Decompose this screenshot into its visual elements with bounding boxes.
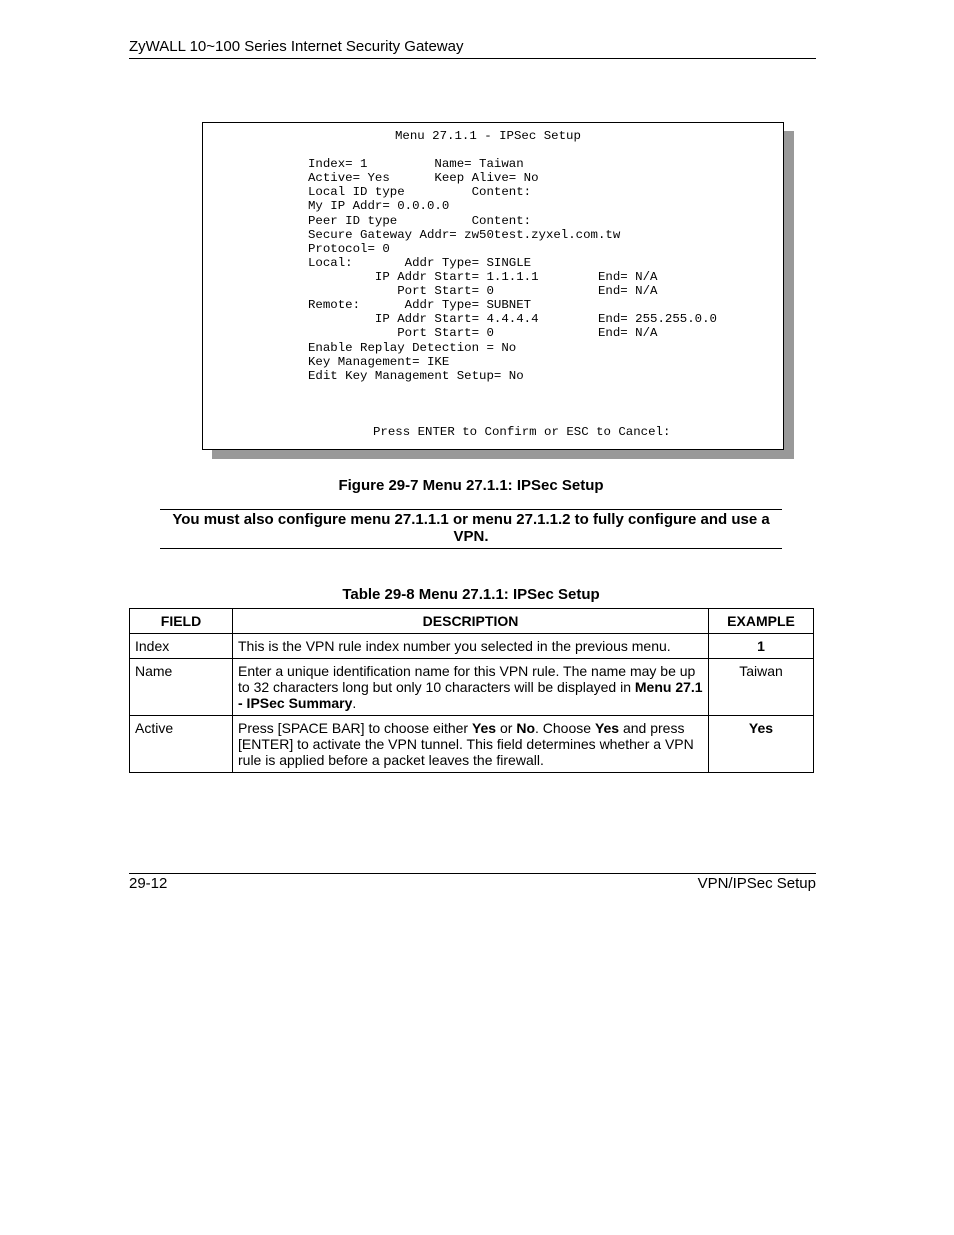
table-row (130, 659, 814, 716)
terminal-line: Index= 1 Name= Taiwan (308, 157, 524, 171)
note-top-rule (160, 509, 782, 510)
field-cell: Name (130, 659, 233, 716)
figure-caption: Figure 29-7 Menu 27.1.1: IPSec Setup (338, 477, 604, 494)
header-field: FIELD (130, 609, 233, 634)
description-bold-text: Yes (594, 720, 620, 736)
example-cell: Taiwan (709, 659, 814, 716)
terminal-line: Port Start= 0 End= N/A (308, 326, 658, 340)
running-header: ZyWALL 10~100 Series Internet Security Gateway (129, 38, 464, 55)
terminal-line: Key Management= IKE (308, 355, 450, 369)
header-description: DESCRIPTION (233, 609, 709, 634)
terminal-line: Peer ID type Content: (308, 214, 532, 228)
example-cell: 1 (709, 634, 814, 659)
table-row (130, 716, 814, 773)
description-text: and press [ENTER] to activate the VPN tunnel. This field determines whether a VPN rule is applied before a packet leaves the firewall. (238, 720, 694, 768)
description-bold-text: Menu 27.1 - IPSec Summary (238, 679, 703, 711)
terminal-line: Active= Yes Keep Alive= No (308, 171, 539, 185)
terminal-line: Local: Addr Type= SINGLE (308, 256, 532, 270)
terminal-line: Protocol= 0 (308, 242, 390, 256)
terminal-line: Edit Key Management Setup= No (308, 369, 524, 383)
description-bold-text: Yes (471, 720, 497, 736)
description-text: . Choose (535, 720, 595, 736)
table-row (130, 634, 814, 659)
field-cell: Active (130, 716, 233, 773)
terminal-prompt: Press ENTER to Confirm or ESC to Cancel: (373, 425, 671, 439)
terminal-line: Remote: Addr Type= SUBNET (308, 298, 532, 312)
terminal-line: My IP Addr= 0.0.0.0 (308, 199, 450, 213)
table-header-row (130, 609, 814, 634)
field-table (129, 608, 814, 773)
field-cell: Index (130, 634, 233, 659)
section-name: VPN/IPSec Setup (697, 875, 816, 892)
terminal-line: Port Start= 0 End= N/A (308, 284, 658, 298)
terminal-line: Local ID type Content: (308, 185, 532, 199)
table-caption: Table 29-8 Menu 27.1.1: IPSec Setup (342, 586, 600, 603)
terminal-menu-title: Menu 27.1.1 - IPSec Setup (395, 129, 581, 143)
description-cell (233, 716, 709, 773)
terminal-line: IP Addr Start= 4.4.4.4 End= 255.255.0.0 (308, 312, 717, 326)
description-text: Enter a unique identification name for this VPN rule. The name may be up to 32 characters long but only 10 characters will be displayed in (238, 663, 696, 695)
note-text: You must also configure menu 27.1.1.1 or menu 27.1.1.2 to fully configure and use a VPN. (172, 511, 770, 545)
terminal-screen (202, 122, 784, 450)
header-example: EXAMPLE (709, 609, 814, 634)
header-rule (129, 58, 816, 59)
description-text: Press [SPACE BAR] to choose either (238, 720, 472, 736)
description-bold-text: No (516, 720, 535, 736)
description-text: or (496, 720, 517, 736)
terminal-line: IP Addr Start= 1.1.1.1 End= N/A (308, 270, 658, 284)
page-number: 29-12 (129, 875, 168, 892)
description-text: This is the VPN rule index number you selected in the previous menu. (238, 638, 671, 654)
terminal-line: Enable Replay Detection = No (308, 341, 517, 355)
terminal-line: Secure Gateway Addr= zw50test.zyxel.com.tw (308, 228, 621, 242)
note-bottom-rule (160, 548, 782, 549)
description-cell (233, 634, 709, 659)
description-text: . (352, 695, 357, 711)
description-cell (233, 659, 709, 716)
example-cell: Yes (709, 716, 814, 773)
footer-rule (129, 873, 816, 874)
